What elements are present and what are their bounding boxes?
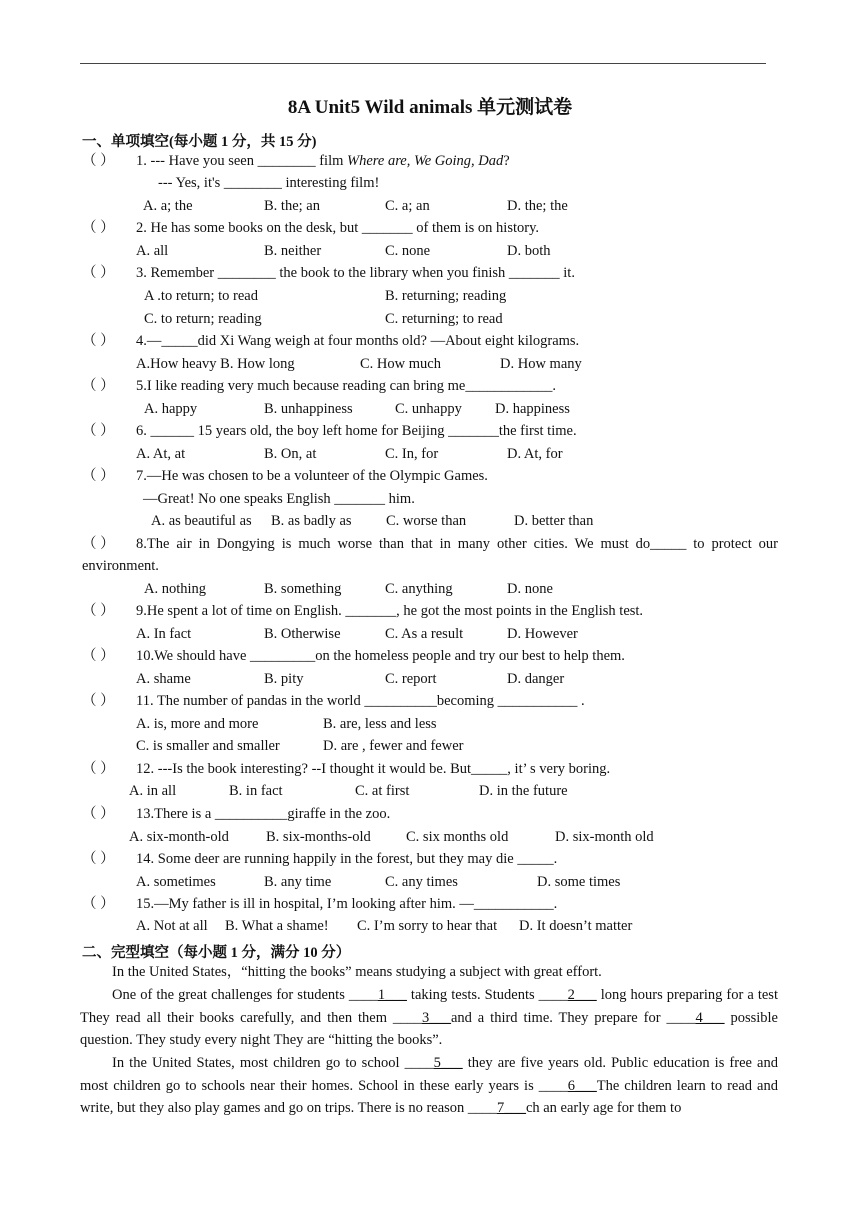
passage-paragraph-2 (80, 984, 778, 1052)
paragraph-text: In the United States, most children go to school ____ (112, 1055, 434, 1071)
question-stem-text: 2. He has some books on the desk, but _______ of them is on history. (136, 220, 540, 236)
question-stem (136, 377, 556, 395)
answer-paren[interactable]: （ ） (82, 536, 115, 552)
answer-option[interactable]: B. returning; reading (385, 288, 507, 304)
question-stem (136, 850, 557, 868)
question-stem-text: 6. ______ 15 years old, the boy left home for Beijing _______the first time. (136, 423, 577, 439)
answer-paren[interactable]: （ ） (82, 468, 115, 484)
answer-option[interactable]: A. a; the (143, 198, 193, 214)
answer-option[interactable]: A. At, at (136, 446, 186, 462)
answer-option[interactable]: C. I’m sorry to hear that (357, 918, 498, 934)
question-stem-text: 3. Remember ________ the book to the library when you finish _______ it. (136, 265, 575, 281)
answer-option[interactable]: D. At, for (507, 446, 563, 462)
answer-option[interactable]: A. Not at all (136, 918, 208, 934)
passage-paragraph-3 (80, 1052, 778, 1120)
answer-paren[interactable]: （ ） (82, 153, 115, 169)
question-stem (136, 332, 579, 350)
film-title: Where are, We Going, Dad (347, 153, 504, 169)
answer-option[interactable]: A .to return; to read (144, 288, 258, 304)
answer-option[interactable]: A. is, more and more (136, 716, 259, 732)
question-stem-continued: environment. (82, 558, 159, 574)
paragraph-text: and a third time. They prepare for ____ (450, 1009, 696, 1026)
question-stem (136, 692, 585, 710)
answer-option[interactable]: D. in the future (479, 783, 568, 799)
answer-option[interactable]: A. nothing (144, 581, 207, 597)
question-stem (136, 805, 390, 823)
blank-7[interactable]: 7___ (496, 1100, 526, 1117)
paragraph-text: taking tests. Students ____ (406, 987, 568, 1003)
answer-option[interactable]: B. six-months-old (266, 829, 371, 845)
blank-3[interactable]: 3___ (421, 1009, 451, 1026)
answer-option[interactable]: B. neither (264, 243, 322, 259)
blank-1[interactable]: 1___ (377, 987, 407, 1003)
question-stem-text: 4.—_____did Xi Wang weigh at four months old? —About eight kilograms. (136, 333, 580, 349)
answer-option[interactable]: C. six months old (406, 829, 509, 845)
answer-option[interactable]: A.How heavy B. How long (136, 356, 295, 372)
answer-paren[interactable]: （ ） (82, 265, 115, 281)
answer-paren[interactable]: （ ） (82, 333, 115, 349)
question-stem (136, 602, 643, 620)
question-second-line: --- Yes, it's ________ interesting film! (158, 175, 380, 191)
question-stem (136, 152, 510, 170)
answer-option[interactable]: C. anything (385, 581, 453, 597)
answer-option[interactable]: D. How many (500, 356, 582, 372)
answer-option[interactable]: A. shame (136, 671, 191, 687)
answer-option[interactable]: A. as beautiful as (151, 513, 252, 529)
answer-paren[interactable]: （ ） (82, 220, 115, 236)
question-stem-text: 11. The number of pandas in the world __________becoming ___________ . (136, 693, 585, 709)
paragraph-text: possible question. They study every night They are “hitting the books”. (80, 1009, 778, 1049)
answer-option[interactable]: D. are , fewer and fewer (323, 738, 464, 754)
question-stem-text: 7.—He was chosen to be a volunteer of the Olympic Games. (136, 468, 488, 484)
answer-option[interactable]: A. six-month-old (129, 829, 229, 845)
answer-paren[interactable]: （ ） (82, 806, 115, 822)
answer-paren[interactable]: （ ） (82, 761, 115, 777)
question-stem (136, 895, 557, 913)
question-stem-text: 5.I like reading very much because reading can bring me____________. (136, 378, 556, 394)
answer-paren[interactable]: （ ） (82, 648, 115, 664)
answer-option[interactable]: B. unhappiness (264, 401, 353, 417)
paragraph-text: The children learn to read and write, but they also play games and go on trips. There is no reason ____ (80, 1077, 778, 1117)
paragraph-text: ch an early age for them to (525, 1100, 682, 1117)
answer-option[interactable]: C. at first (355, 783, 410, 799)
question-stem-text: 12. ---Is the book interesting? --I thought it would be. But_____, it’ s very boring. (136, 761, 611, 777)
answer-option[interactable]: A. In fact (136, 626, 192, 642)
blank-2[interactable]: 2___ (567, 987, 597, 1003)
answer-option[interactable]: B. any time (264, 874, 332, 890)
answer-option[interactable]: C. report (385, 671, 437, 687)
answer-option[interactable]: C. How much (360, 356, 441, 372)
answer-option[interactable]: C. As a result (385, 626, 464, 642)
answer-option[interactable]: D. none (507, 581, 553, 597)
question-stem (136, 647, 625, 665)
answer-option[interactable]: D. However (507, 626, 578, 642)
answer-option[interactable]: C. unhappy (395, 401, 462, 417)
answer-option[interactable]: D. danger (507, 671, 565, 687)
answer-option[interactable]: D. the; the (507, 198, 568, 214)
answer-option[interactable]: D. some times (537, 874, 621, 890)
answer-option[interactable]: D. It doesn’t matter (519, 918, 633, 934)
answer-option[interactable]: C. a; an (385, 198, 430, 214)
answer-option[interactable]: B. something (264, 581, 342, 597)
answer-paren[interactable]: （ ） (82, 423, 115, 439)
question-stem-text: 15.—My father is ill in hospital, I’m looking after him. —___________. (136, 896, 558, 912)
question-stem-text: 14. Some deer are running happily in the forest, but they may die _____. (136, 851, 558, 867)
question-stem-text: 1. --- Have you seen ________ film (136, 153, 348, 169)
question-second-line: —Great! No one speaks English _______ him. (143, 491, 415, 507)
answer-paren[interactable]: （ ） (82, 693, 115, 709)
answer-paren[interactable]: （ ） (82, 896, 115, 912)
answer-option[interactable]: A. all (136, 243, 169, 259)
answer-option[interactable]: A. in all (129, 783, 177, 799)
blank-6[interactable]: 6___ (567, 1077, 597, 1094)
answer-option[interactable]: A. sometimes (136, 874, 216, 890)
answer-option[interactable]: B. On, at (264, 446, 317, 462)
question-stem (136, 760, 610, 778)
answer-option[interactable]: C. returning; to read (385, 311, 503, 327)
answer-option[interactable]: C. to return; reading (144, 311, 262, 327)
question-stem (136, 422, 577, 440)
blank-5[interactable]: 5___ (433, 1055, 463, 1071)
question-stem (136, 264, 575, 282)
answer-option[interactable]: B. Otherwise (264, 626, 341, 642)
passage-paragraph-1 (80, 961, 778, 984)
answer-option[interactable]: B. the; an (264, 198, 320, 214)
question-stem-text: 9.He spent a lot of time on English. _______, he got the most points in the English test. (136, 603, 644, 619)
question-stem-text: 13.There is a __________giraffe in the zoo. (136, 806, 391, 822)
answer-option[interactable]: D. both (507, 243, 551, 259)
question-stem (136, 219, 539, 237)
answer-option[interactable]: C. any times (385, 874, 458, 890)
answer-option[interactable]: B. as badly as (271, 513, 352, 529)
answer-option[interactable]: B. pity (264, 671, 304, 687)
answer-option[interactable]: A. happy (144, 401, 198, 417)
answer-option[interactable]: C. worse than (386, 513, 467, 529)
answer-paren[interactable]: （ ） (82, 851, 115, 867)
answer-option[interactable]: B. are, less and less (323, 716, 437, 732)
answer-option[interactable]: C. is smaller and smaller (136, 738, 280, 754)
answer-paren[interactable]: （ ） (82, 378, 115, 394)
answer-option[interactable]: D. six-month old (555, 829, 654, 845)
paragraph-text: One of the great challenges for students ____ (112, 987, 378, 1003)
answer-option[interactable]: D. happiness (495, 401, 570, 417)
answer-option[interactable]: B. What a shame! (225, 918, 329, 934)
question-stem-text: 10.We should have _________on the homeless people and try our best to help them. (136, 648, 625, 664)
question-stem-end: ? (503, 153, 510, 169)
page-title: 8A Unit5 Wild animals 单元测试卷 (287, 97, 573, 118)
answer-option[interactable]: D. better than (514, 513, 594, 529)
question-stem (136, 467, 488, 485)
answer-option[interactable]: C. In, for (385, 446, 439, 462)
paragraph-text: long hours preparing for a test They read all their books carefully, and then them ____ (80, 987, 778, 1026)
answer-option[interactable]: C. none (385, 243, 431, 259)
header-rule (80, 63, 766, 64)
paragraph-text: they are five years old. Public education is free and most children go to schools near their homes. School in these early years is ____ (80, 1055, 778, 1094)
question-stem: 8.The air in Dongying is much worse than that in many other cities. We must do_____ to protect our (136, 536, 778, 552)
answer-option[interactable]: B. in fact (229, 783, 283, 799)
paragraph-text: In the United States，“hitting the books” means studying a subject with great effort. (112, 964, 602, 980)
answer-paren[interactable]: （ ） (82, 603, 115, 619)
section-1-heading: 一、单项填空(每小题 1 分，共 15 分) (82, 134, 317, 150)
blank-4[interactable]: 4___ (695, 1009, 725, 1026)
section-2-heading: 二、完型填空（每小题 1 分，满分 10 分） (82, 945, 351, 961)
